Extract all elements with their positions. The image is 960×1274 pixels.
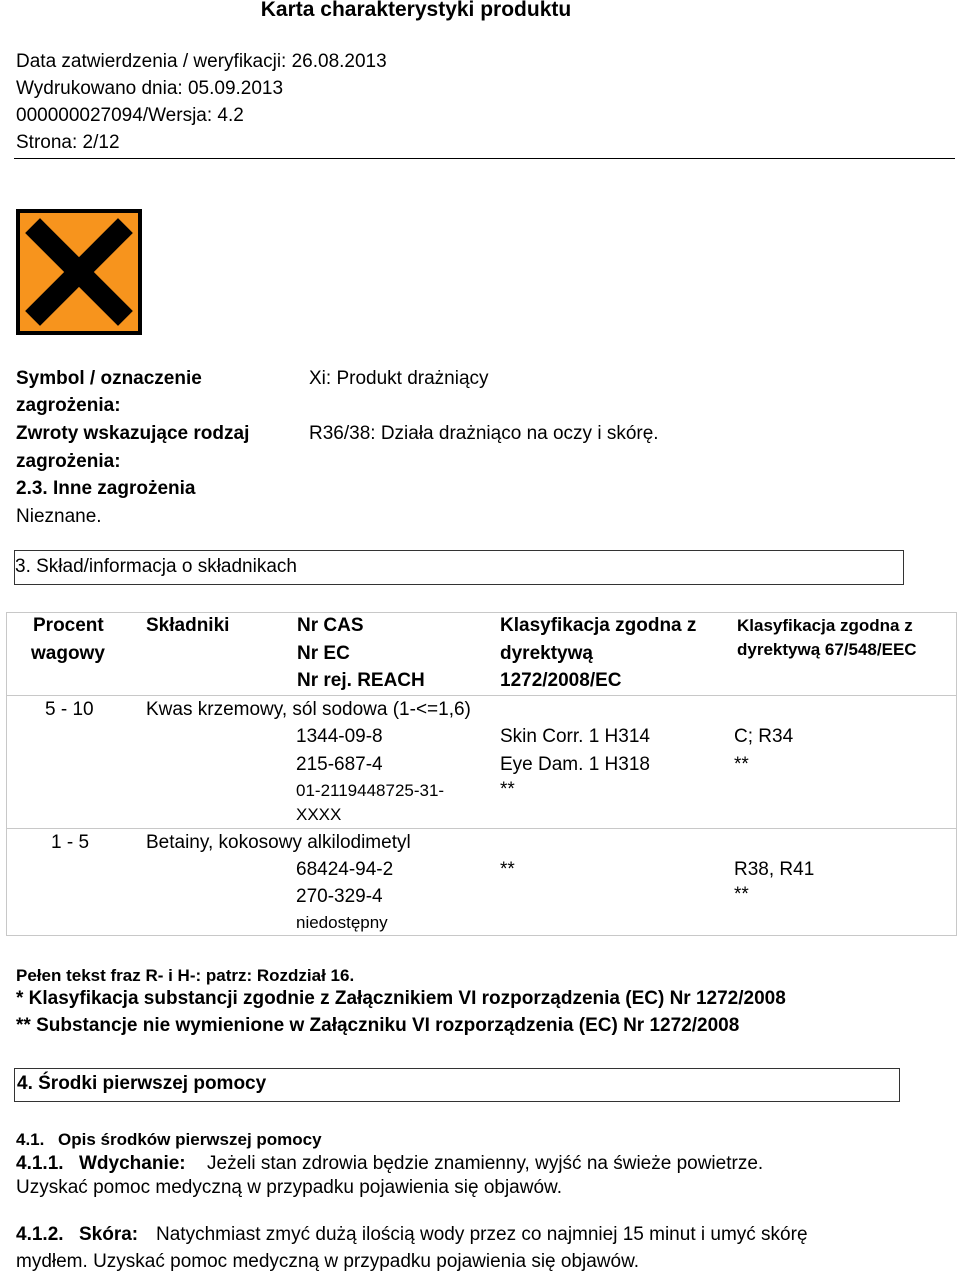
composition-table: [6, 612, 957, 936]
row2-ec: 270-329-4: [296, 886, 383, 907]
document-title: Karta charakterystyki produktu: [260, 0, 572, 21]
table-divider: [7, 695, 956, 696]
header-class-1272-cont: dyrektywą: [500, 643, 593, 664]
subsection-4-1-number: 4.1.: [16, 1130, 45, 1149]
risk-phrases-label: Zwroty wskazujące rodzaj: [16, 423, 250, 444]
hazard-symbol-label-cont: zagrożenia:: [16, 395, 121, 416]
header-percent-cont: wagowy: [31, 643, 105, 664]
inhalation-label: Wdychanie:: [79, 1153, 186, 1174]
row2-class-1272: **: [500, 859, 515, 880]
document-version: 000000027094/Wersja: 4.2: [16, 105, 244, 126]
skin-number: 4.1.2.: [16, 1224, 64, 1245]
header-reach: Nr rej. REACH: [297, 670, 425, 691]
header-class-67: Klasyfikacja zgodna z: [737, 616, 913, 635]
section-3-title: 3. Skład/informacja o składnikach: [15, 556, 297, 577]
header-cas: Nr CAS: [297, 615, 364, 636]
row1-cas: 1344-09-8: [296, 726, 383, 747]
hazard-symbol-value: Xi: Produkt drażniący: [309, 368, 489, 389]
header-component: Składniki: [146, 615, 230, 636]
other-hazards-heading: 2.3. Inne zagrożenia: [16, 478, 196, 499]
row1-class-1272-a: Skin Corr. 1 H314: [500, 726, 650, 747]
table-divider: [7, 828, 956, 829]
row2-class-67-b: **: [734, 884, 749, 905]
row2-reach: niedostępny: [296, 913, 388, 932]
row2-class-67-a: R38, R41: [734, 859, 815, 880]
header-class-67-cont: dyrektywą 67/548/EEC: [737, 640, 917, 659]
row1-reach-cont: XXXX: [296, 805, 342, 824]
row1-class-67-a: C; R34: [734, 726, 794, 747]
row1-class-1272-b: Eye Dam. 1 H318: [500, 754, 650, 775]
row1-reach: 01-2119448725-31-: [296, 781, 445, 800]
full-text-reference: Pełen tekst fraz R- i H-: patrz: Rozdział 16.: [16, 966, 355, 985]
page-number: Strona: 2/12: [16, 132, 120, 153]
row2-name: Betainy, kokosowy alkilodimetyl: [146, 832, 411, 853]
risk-phrases-label-cont: zagrożenia:: [16, 451, 121, 472]
header-ec: Nr EC: [297, 643, 350, 664]
row2-cas: 68424-94-2: [296, 859, 394, 880]
inhalation-number: 4.1.1.: [16, 1153, 64, 1174]
note-double-star: ** Substancje nie wymienione w Załączniku VI rozporządzenia (EC) Nr 1272/2008: [16, 1015, 740, 1036]
row1-name: Kwas krzemowy, sól sodowa (1-<=1,6): [146, 699, 471, 720]
note-single-star: * Klasyfikacja substancji zgodnie z Załącznikiem VI rozporządzenia (EC) Nr 1272/2008: [16, 988, 786, 1009]
other-hazards-value: Nieznane.: [16, 506, 102, 527]
subsection-4-1-title: Opis środków pierwszej pomocy: [58, 1130, 322, 1149]
header-percent: Procent: [33, 615, 104, 636]
risk-phrases-value: R36/38: Działa drażniąco na oczy i skórę.: [309, 423, 659, 444]
harmful-irritant-x-pictogram-icon: [16, 209, 142, 335]
row1-percent: 5 - 10: [45, 699, 94, 720]
skin-text: Natychmiast zmyć dużą ilością wody przez co najmniej 15 minut i umyć skórę: [156, 1224, 808, 1245]
section-3-box: [14, 550, 904, 585]
approval-date: Data zatwierdzenia / weryfikacji: 26.08.2013: [16, 51, 387, 72]
hazard-symbol-label: Symbol / oznaczenie: [16, 368, 202, 389]
skin-label: Skóra:: [79, 1224, 139, 1245]
section-4-title: 4. Środki pierwszej pomocy: [17, 1073, 267, 1094]
row1-class-67-b: **: [734, 754, 749, 775]
row1-class-1272-c: **: [500, 779, 515, 800]
inhalation-text: Jeżeli stan zdrowia będzie znamienny, wyjść na świeże powietrze.: [207, 1153, 764, 1174]
header-class-1272: Klasyfikacja zgodna z: [500, 615, 697, 636]
row2-percent: 1 - 5: [51, 832, 90, 853]
header-class-1272-ref: 1272/2008/EC: [500, 670, 622, 691]
section-4-box: [14, 1068, 900, 1102]
print-date: Wydrukowano dnia: 05.09.2013: [16, 78, 284, 99]
header-divider: [14, 158, 955, 159]
skin-text-cont: mydłem. Uzyskać pomoc medyczną w przypadku pojawienia się objawów.: [16, 1251, 640, 1272]
row1-ec: 215-687-4: [296, 754, 383, 775]
inhalation-text-cont: Uzyskać pomoc medyczną w przypadku pojawienia się objawów.: [16, 1177, 562, 1198]
